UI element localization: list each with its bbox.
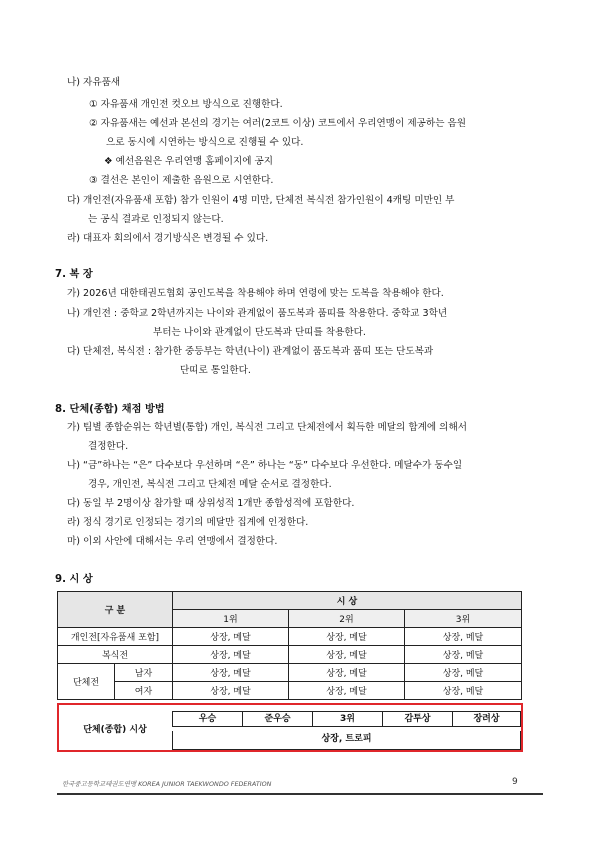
item-free-poomsae-2-line1: ② 자유품새는 예선과 본선의 경기는 여러(2코트 이상) 코트에서 우리연맹이 제공하는 음원 xyxy=(89,118,467,129)
page-number: 9 xyxy=(512,777,518,787)
table-cell: 상장, 메달 xyxy=(173,646,289,664)
table-row xyxy=(58,682,522,700)
sec7-item-da-line1: 다) 단체전, 복식전 : 참가한 중등부는 학년(나이) 관계없이 품도복과 품띠 또는 단도복과 xyxy=(67,346,434,357)
section-8-title: 8. 단체(종합) 채점 방법 xyxy=(55,404,165,415)
sec8-item-ga-line2: 결정한다. xyxy=(88,441,129,452)
sec7-item-ga: 가) 2026년 대한태권도협회 공인도복을 착용해야 하며 연령에 맞는 도복을 착용해야 한다. xyxy=(67,288,444,299)
footer-divider xyxy=(57,793,543,795)
team-total-label: 단체(종합) 시상 xyxy=(83,725,147,735)
sec8-item-ma: 마) 이외 사안에 대해서는 우리 연맹에서 결정한다. xyxy=(67,536,278,547)
table-row xyxy=(58,646,522,664)
table-cell: 상장, 메달 xyxy=(405,646,522,664)
header-category: 구 분 xyxy=(58,592,173,628)
sec8-item-ra: 라) 정식 경기로 인정되는 경기의 메달만 집계에 인정한다. xyxy=(67,517,309,528)
item-free-poomsae-title: 나) 자유품새 xyxy=(67,77,121,88)
sec7-item-da xyxy=(67,343,522,357)
table-cell: 상장, 메달 xyxy=(289,664,405,682)
table-cell: 상장, 메달 xyxy=(405,664,522,682)
item-free-poomsae-2-line2: 으로 동시에 시연하는 방식으로 진행될 수 있다. xyxy=(106,137,304,148)
header-rank-2: 2위 xyxy=(289,610,405,628)
item-min-participants-line2: 는 공식 결과로 인정되지 않는다. xyxy=(88,214,224,225)
section-9-title: 9. 시 상 xyxy=(55,574,93,585)
table-row xyxy=(58,628,522,646)
note-music-notice: ❖ 예선음원은 우리연맹 홈페이지에 공지 xyxy=(104,156,274,167)
sec8-item-na-line1: 나) “금”하나는 “은” 다수보다 우선하며 “은” 하나는 “동” 다수보다 우선한다. 메달수가 동수일 xyxy=(67,460,463,471)
sec8-item-da: 다) 동일 부 2명이상 참가할 때 상위성적 1개만 종합성적에 포함한다. xyxy=(67,498,355,509)
sec8-item-na-line2: 경우, 개인전, 복식전 그리고 단체전 메달 순서로 결정한다. xyxy=(88,479,332,490)
table-row xyxy=(58,664,522,682)
team-total-rank-4: 감투상 xyxy=(382,711,453,727)
team-total-rank-5: 장려상 xyxy=(452,711,521,727)
table-cell: 상장, 메달 xyxy=(173,628,289,646)
header-rank-1: 1위 xyxy=(173,610,289,628)
award-header-row xyxy=(58,592,522,610)
team-total-rank-1: 우승 xyxy=(172,711,243,727)
sec8-item-na xyxy=(67,457,522,471)
table-cell: 상장, 메달 xyxy=(289,646,405,664)
table-cell: 상장, 메달 xyxy=(405,628,522,646)
team-total-award: 상장, 트로피 xyxy=(172,731,521,750)
table-cell: 상장, 메달 xyxy=(173,664,289,682)
row-label-male: 남자 xyxy=(115,664,173,682)
sec8-item-ga-line1: 가) 팀별 종합순위는 학년별(통합) 개인, 복식전 그리고 단체전에서 획득한 메달의 합계에 의해서 xyxy=(67,422,467,433)
item-method-change: 라) 대표자 회의에서 경기방식은 변경될 수 있다. xyxy=(67,233,269,244)
sec7-item-na xyxy=(67,305,522,319)
row-label-female: 여자 xyxy=(115,682,173,700)
item-min-participants-line1: 다) 개인전(자유품새 포함) 참가 인원이 4명 미만, 단체전 복식전 참가인원이 4캐팅 미만인 부 xyxy=(67,195,455,206)
table-cell: 상장, 메달 xyxy=(173,682,289,700)
team-total-rank-2: 준우승 xyxy=(242,711,313,727)
row-label-team: 단체전 xyxy=(58,664,115,700)
sec7-item-da-line2: 단띠로 통일한다. xyxy=(180,365,251,376)
section-7-title: 7. 복 장 xyxy=(55,269,93,280)
table-cell: 상장, 메달 xyxy=(405,682,522,700)
item-free-poomsae-2 xyxy=(89,115,522,129)
table-cell: 상장, 메달 xyxy=(289,628,405,646)
footer-org: 한국중고등학교태권도연맹 KOREA JUNIOR TAEKWONDO FEDERATION xyxy=(62,780,272,788)
row-label-doubles: 복식전 xyxy=(58,646,173,664)
sec7-item-na-line2: 부터는 나이와 관계없이 단도복과 단띠를 착용한다. xyxy=(153,327,366,338)
table-cell: 상장, 메달 xyxy=(289,682,405,700)
team-total-rank-3: 3위 xyxy=(312,711,383,727)
item-free-poomsae-3: ③ 결선은 본인이 제출한 음원으로 시연한다. xyxy=(89,175,274,186)
sec7-item-na-line1: 나) 개인전 : 중학교 2학년까지는 나이와 관계없이 품도복과 품띠를 착용한다. 중학교 3학년 xyxy=(67,308,448,319)
header-rank-3: 3위 xyxy=(405,610,522,628)
item-min-participants xyxy=(67,192,522,206)
sec8-item-ga xyxy=(67,419,522,433)
row-label-individual: 개인전[자유품새 포함] xyxy=(58,628,173,646)
award-table xyxy=(57,591,522,700)
item-free-poomsae-1: ① 자유품새 개인전 컷오브 방식으로 진행한다. xyxy=(89,99,283,110)
header-award: 시 상 xyxy=(173,592,522,610)
